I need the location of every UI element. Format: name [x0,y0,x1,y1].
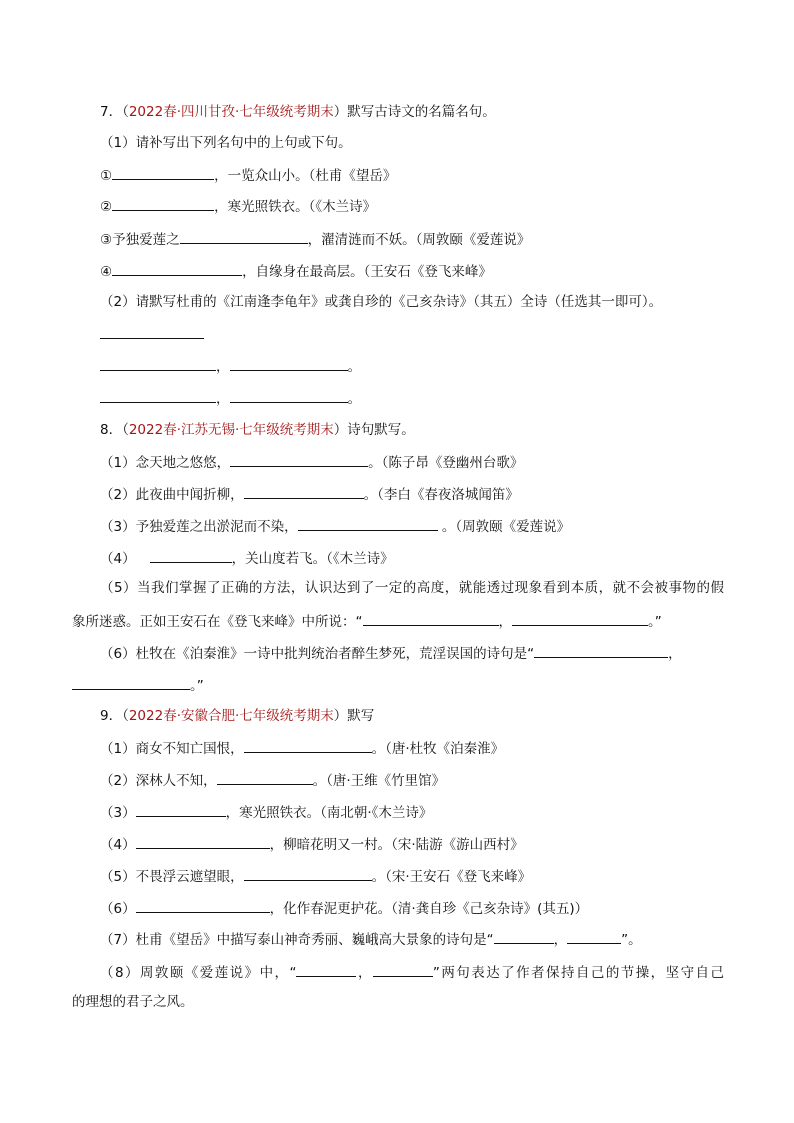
q7-poem-line-1: ， 。 [0,355,794,377]
answer-blank[interactable] [230,355,348,371]
q7-title: 默写古诗文的名篇名句。 [347,104,496,120]
answer-blank[interactable] [512,610,648,626]
q9-item-8-line2: 的理想的君子之风。 [72,994,194,1010]
answer-blank[interactable] [100,323,204,339]
answer-blank[interactable] [100,387,216,403]
answer-blank[interactable] [230,451,368,467]
q9-item-8-line1: （8）周敦颐《爱莲说》中，“ ， ”两句表达了作者保持自己的节操，坚守自己 [100,961,724,983]
q8-item-6-line1: （6）杜牧在《泊秦淮》一诗中批判统治者醉生梦死，荒淫误国的诗句是“ ， [0,642,794,664]
q8-number: 8． [100,422,123,438]
q8-heading: 8．（2022春·江苏无锡·七年级统考期末）诗句默写。 [100,422,415,438]
answer-blank[interactable] [217,769,313,785]
q8-item-2: （2）此夜曲中闻折柳， 。（李白《春夜洛城闻笛》 [0,483,794,505]
q9-item-3: （3） ，寒光照铁衣。（南北朝·《木兰诗》 [0,801,794,823]
q8-source: 2022春·江苏无锡·七年级统考期末 [128,422,334,438]
answer-blank[interactable] [363,610,499,626]
q8-item-3: （3）予独爱莲之出淤泥而不染， 。（周敦颐《爱莲说》 [0,515,794,537]
answer-blank[interactable] [244,865,372,881]
answer-blank[interactable] [150,547,232,563]
q7-source: 2022春·四川甘孜·七年级统考期末 [128,104,334,120]
q8-item-1: （1）念天地之悠悠， 。（陈子昂《登幽州台歌》 [0,451,794,473]
q7-number: 7． [100,104,123,120]
q8-title: 诗句默写。 [347,422,415,438]
q8-item-5-line1: （5）当我们掌握了正确的方法，认识达到了一定的高度，就能透过现象看到本质，就不会被事物的假 [100,580,724,596]
q8-item-4: （4） ，关山度若飞。（《木兰诗》 [0,547,794,569]
answer-blank[interactable] [296,961,356,977]
q7-poem-title-line [0,323,794,345]
q9-item-4: （4） ，柳暗花明又一村。（宋·陆游《游山西村》 [0,833,794,855]
answer-blank[interactable] [136,833,270,849]
q8-item-5-line2: 象所迷惑。正如王安石在《登飞来峰》中所说：“ ， 。” [0,610,794,632]
answer-blank[interactable] [180,228,308,244]
q7-item-2: ② ，寒光照铁衣。（《木兰诗》 [0,195,794,217]
q9-item-6: （6） ，化作春泥更护花。（清·龚自珍《己亥杂诗》(其五)） [0,897,794,919]
answer-blank[interactable] [136,801,226,817]
q7-part1-instruction: （1）请补写出下列名句中的上句或下句。 [100,135,352,151]
q7-item-4: ④ ，自缘身在最高层。（王安石《登飞来峰》 [0,260,794,282]
answer-blank[interactable] [112,195,214,211]
answer-blank[interactable] [298,515,438,531]
answer-blank[interactable] [373,961,433,977]
q9-item-2: （2）深林人不知， 。（唐·王维《竹里馆》 [0,769,794,791]
q9-source: 2022春·安徽合肥·七年级统考期末 [128,708,334,724]
answer-blank[interactable] [494,928,554,944]
q9-number: 9． [100,708,123,724]
q9-item-5: （5）不畏浮云遮望眼， 。（宋·王安石《登飞来峰》 [0,865,794,887]
answer-blank[interactable] [72,674,190,690]
answer-blank[interactable] [534,642,668,658]
answer-blank[interactable] [244,737,372,753]
answer-blank[interactable] [230,387,348,403]
q9-item-7: （7）杜甫《望岳》中描写泰山神奇秀丽、巍峨高大景象的诗句是“ ， ”。 [0,928,794,950]
answer-blank[interactable] [244,483,364,499]
answer-blank[interactable] [112,164,214,180]
q7-part2-instruction: （2）请默写杜甫的《江南逢李龟年》或龚自珍的《己亥杂诗》（其五）全诗（任选其一即可）。 [100,294,663,310]
q9-title: 默写 [347,708,375,724]
q9-heading: 9．（2022春·安徽合肥·七年级统考期末）默写 [100,708,375,724]
q9-item-1: （1）商女不知亡国恨， 。（唐·杜牧《泊秦淮》 [0,737,794,759]
answer-blank[interactable] [136,897,270,913]
answer-blank[interactable] [100,355,216,371]
q7-item-3: ③予独爱莲之 ，濯清涟而不妖。（周敦颐《爱莲说》 [0,228,794,250]
q8-item-6-line2: 。” [0,674,794,696]
q7-item-1: ① ，一览众山小。（杜甫《望岳》 [0,164,794,186]
answer-blank[interactable] [567,928,621,944]
answer-blank[interactable] [112,260,242,276]
q7-poem-line-2: ， 。 [0,387,794,409]
q7-heading: 7．（2022春·四川甘孜·七年级统考期末）默写古诗文的名篇名句。 [100,104,496,120]
